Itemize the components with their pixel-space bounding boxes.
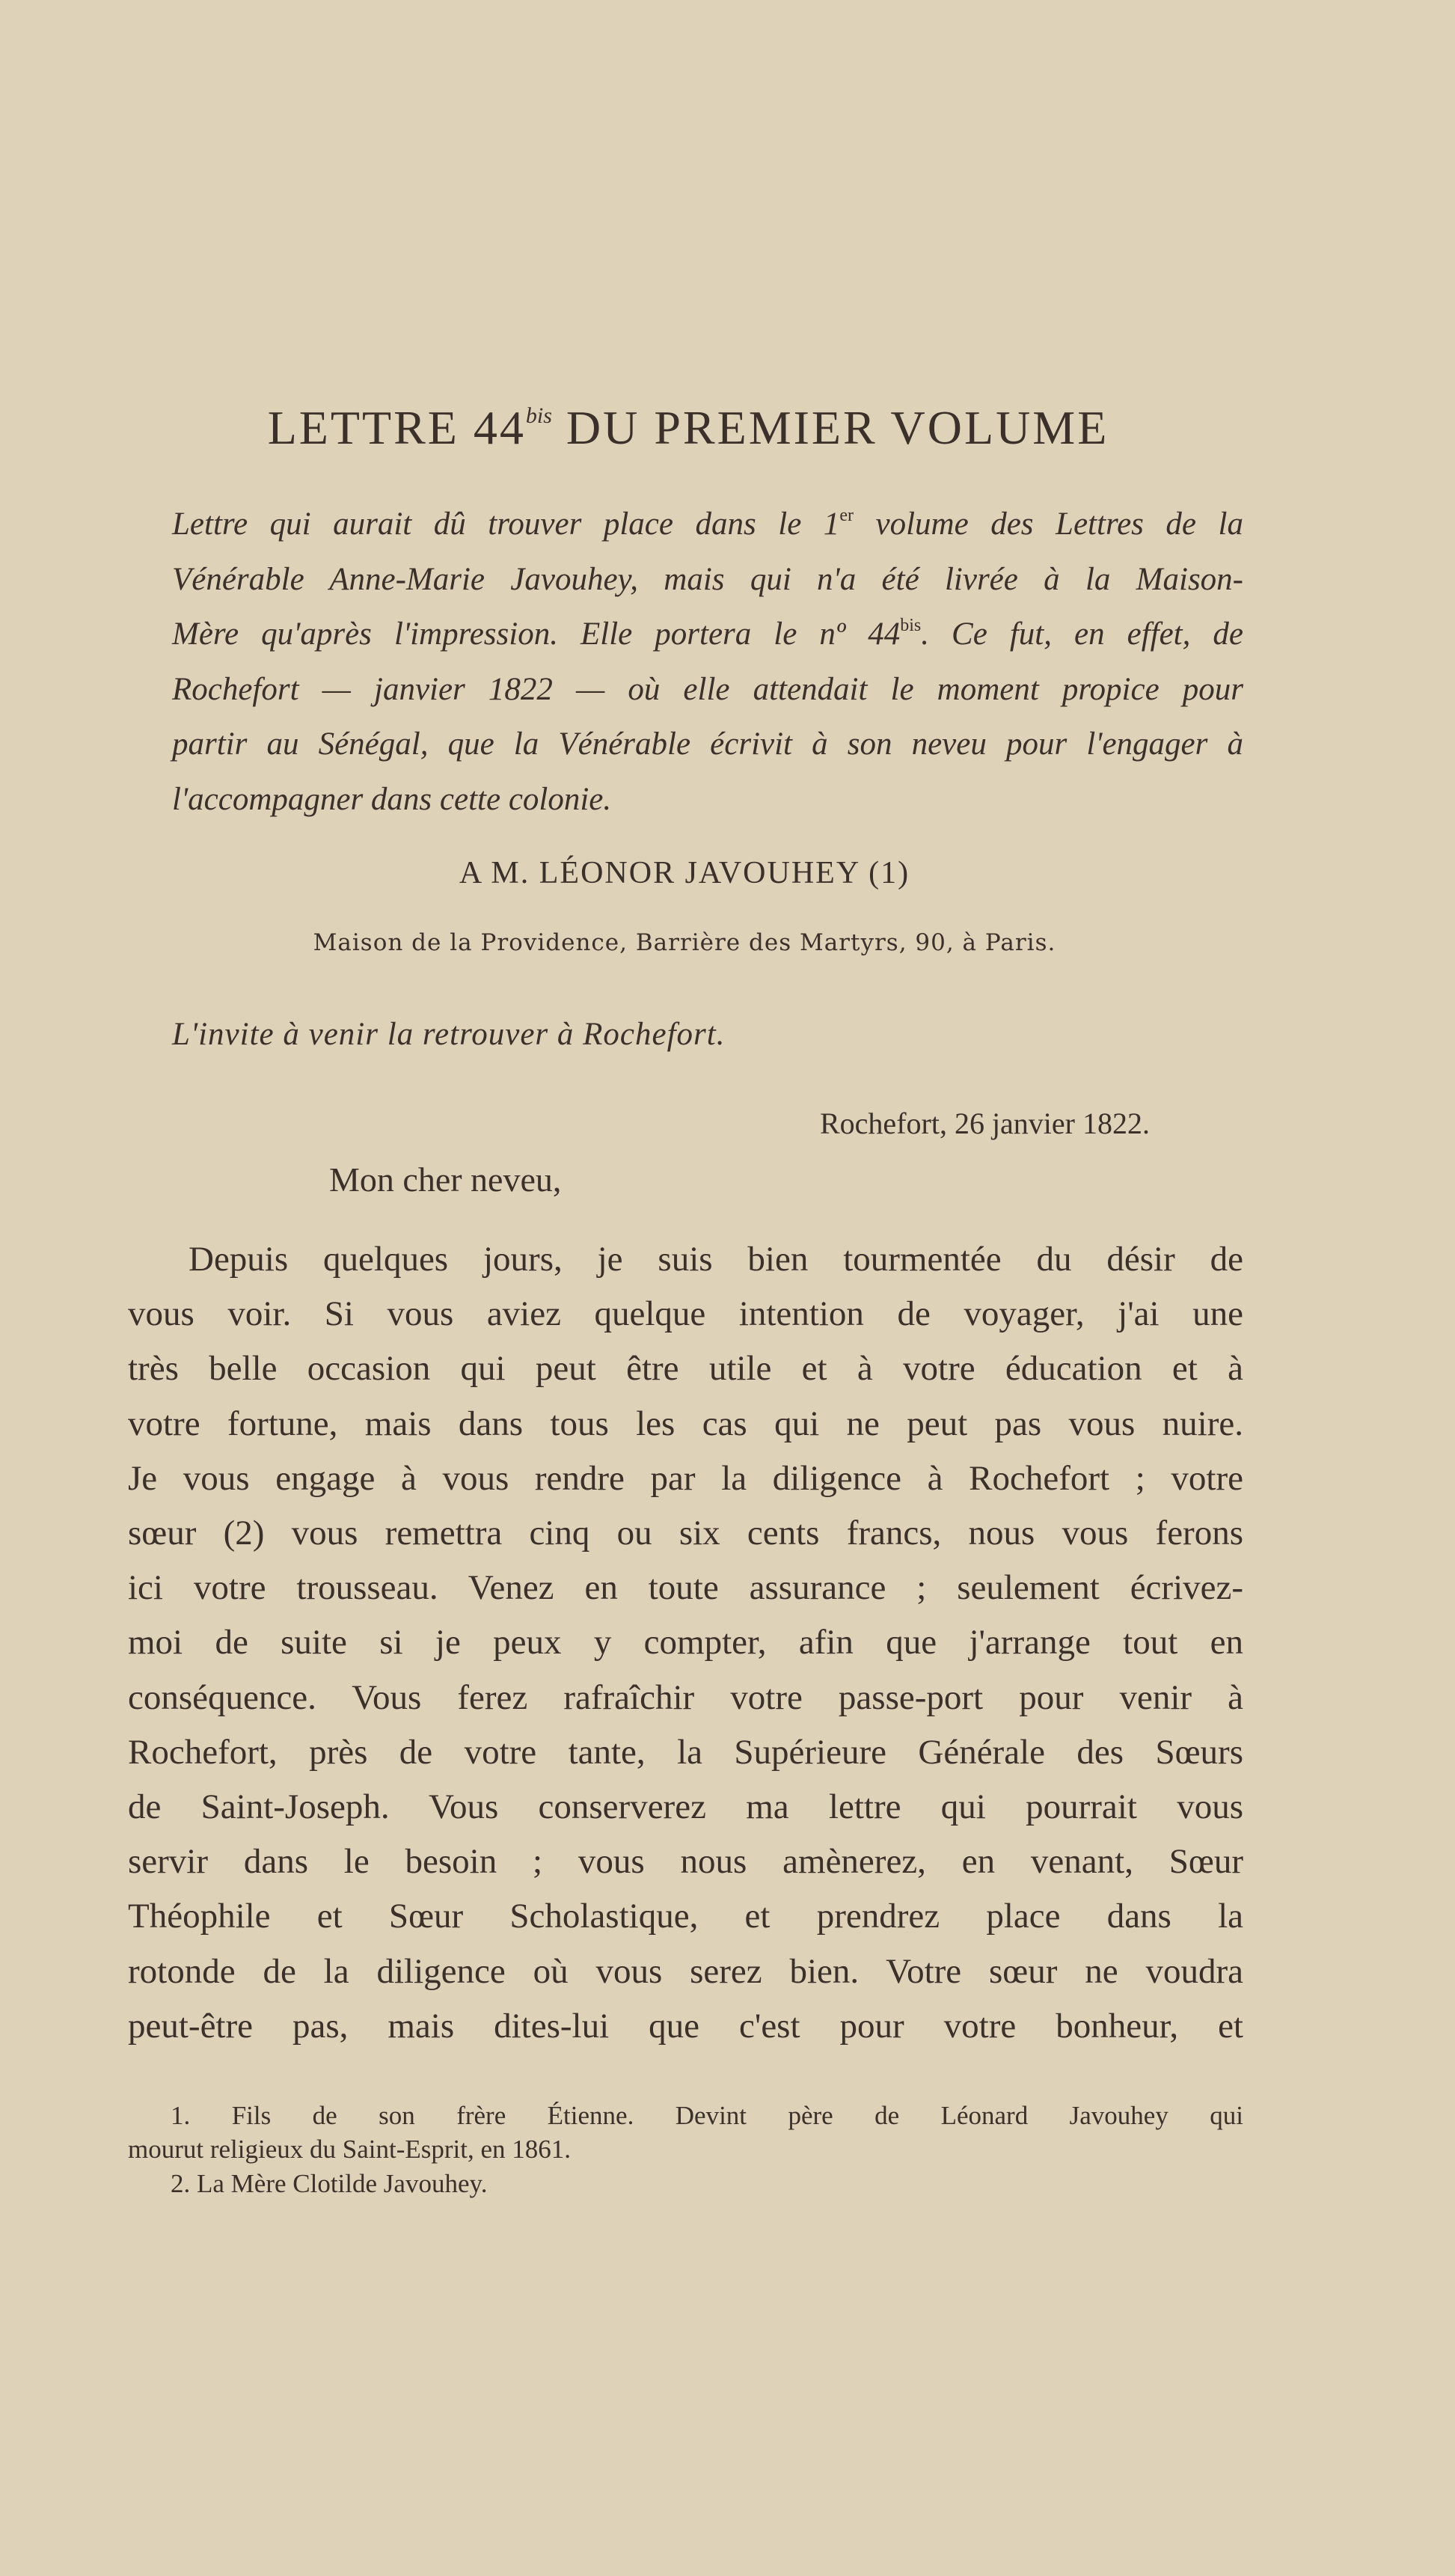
text-segment: Lettre qui aurait dû trouver place dans le 1 [172,507,840,542]
intro-line [172,506,1243,542]
body-line: ici votre trousseau. Venez en toute assurance ; seulement écrivez- [128,1568,1243,1608]
body-line: conséquence. Vous ferez rafraîchir votre passe-port pour venir à [128,1677,1243,1717]
text-segment: partir au Sénégal, que la Vénérable écrivit à son neveu pour l'engager à [172,726,1243,762]
intro-line [172,726,1243,762]
title-superscript: bis [525,403,552,428]
footnote-line: mourut religieux du Saint-Esprit, en 1861. [128,2135,571,2164]
body-line: peut-être pas, mais dites-lui que c'est pour votre bonheur, et [128,2006,1243,2046]
addressee-heading: A M. LÉONOR JAVOUHEY (1) [459,856,910,890]
text-segment: . Ce fut, en effet, de [921,617,1243,652]
text-segment: volume des Lettres de la [853,507,1243,542]
superscript: bis [900,616,922,636]
superscript: er [839,506,854,525]
dateline: Rochefort, 26 janvier 1822. [820,1107,1150,1140]
body-line: vous voir. Si vous aviez quelque intention de voyager, j'ai une [128,1294,1243,1334]
page-title [0,400,1376,456]
text-segment: Rochefort — janvier 1822 — où elle attendait le moment propice pour [172,671,1243,707]
body-line: de Saint-Joseph. Vous conserverez ma lettre qui pourrait vous [128,1787,1243,1826]
title-part-a: LETTRE 44 [267,401,526,454]
salutation: Mon cher neveu, [329,1160,562,1199]
text-segment: l'accompagner dans cette colonie. [172,782,612,817]
letter-summary: L'invite à venir la retrouver à Rochefort. [172,1017,726,1052]
text-segment: Vénérable Anne-Marie Javouhey, mais qui n'a été livrée à la Maison- [172,561,1243,597]
intro-line [172,616,1243,652]
body-line: Depuis quelques jours, je suis bien tourmentée du désir de [189,1240,1243,1279]
address-line: Maison de la Providence, Barrière des Martyrs, 90, à Paris. [313,929,1056,956]
intro-line [172,671,1243,708]
body-line: très belle occasion qui peut être utile et à votre éducation et à [128,1349,1243,1389]
body-line: Je vous engage à vous rendre par la diligence à Rochefort ; votre [128,1458,1243,1498]
body-line: Théophile et Sœur Scholastique, et prendrez place dans la [128,1897,1243,1936]
footnote-line: 2. La Mère Clotilde Javouhey. [171,2169,488,2198]
intro-line [172,561,1243,598]
body-line: Rochefort, près de votre tante, la Supérieure Générale des Sœurs [128,1732,1243,1772]
body-line: votre fortune, mais dans tous les cas qui ne peut pas vous nuire. [128,1404,1243,1443]
body-line: sœur (2) vous remettra cinq ou six cents francs, nous vous ferons [128,1514,1243,1552]
text-segment: Mère qu'après l'impression. Elle portera le nº 44 [172,617,901,652]
body-line: servir dans le besoin ; vous nous amènerez, en venant, Sœur [128,1842,1243,1882]
intro-line [172,781,1243,818]
body-line: moi de suite si je peux y compter, afin que j'arrange tout en [128,1623,1243,1662]
footnote-line: 1. Fils de son frère Étienne. Devint père de Léonard Javouhey qui [171,2101,1243,2130]
body-line: rotonde de la diligence où vous serez bien. Votre sœur ne voudra [128,1951,1243,1991]
title-part-b: DU PREMIER VOLUME [551,401,1109,454]
